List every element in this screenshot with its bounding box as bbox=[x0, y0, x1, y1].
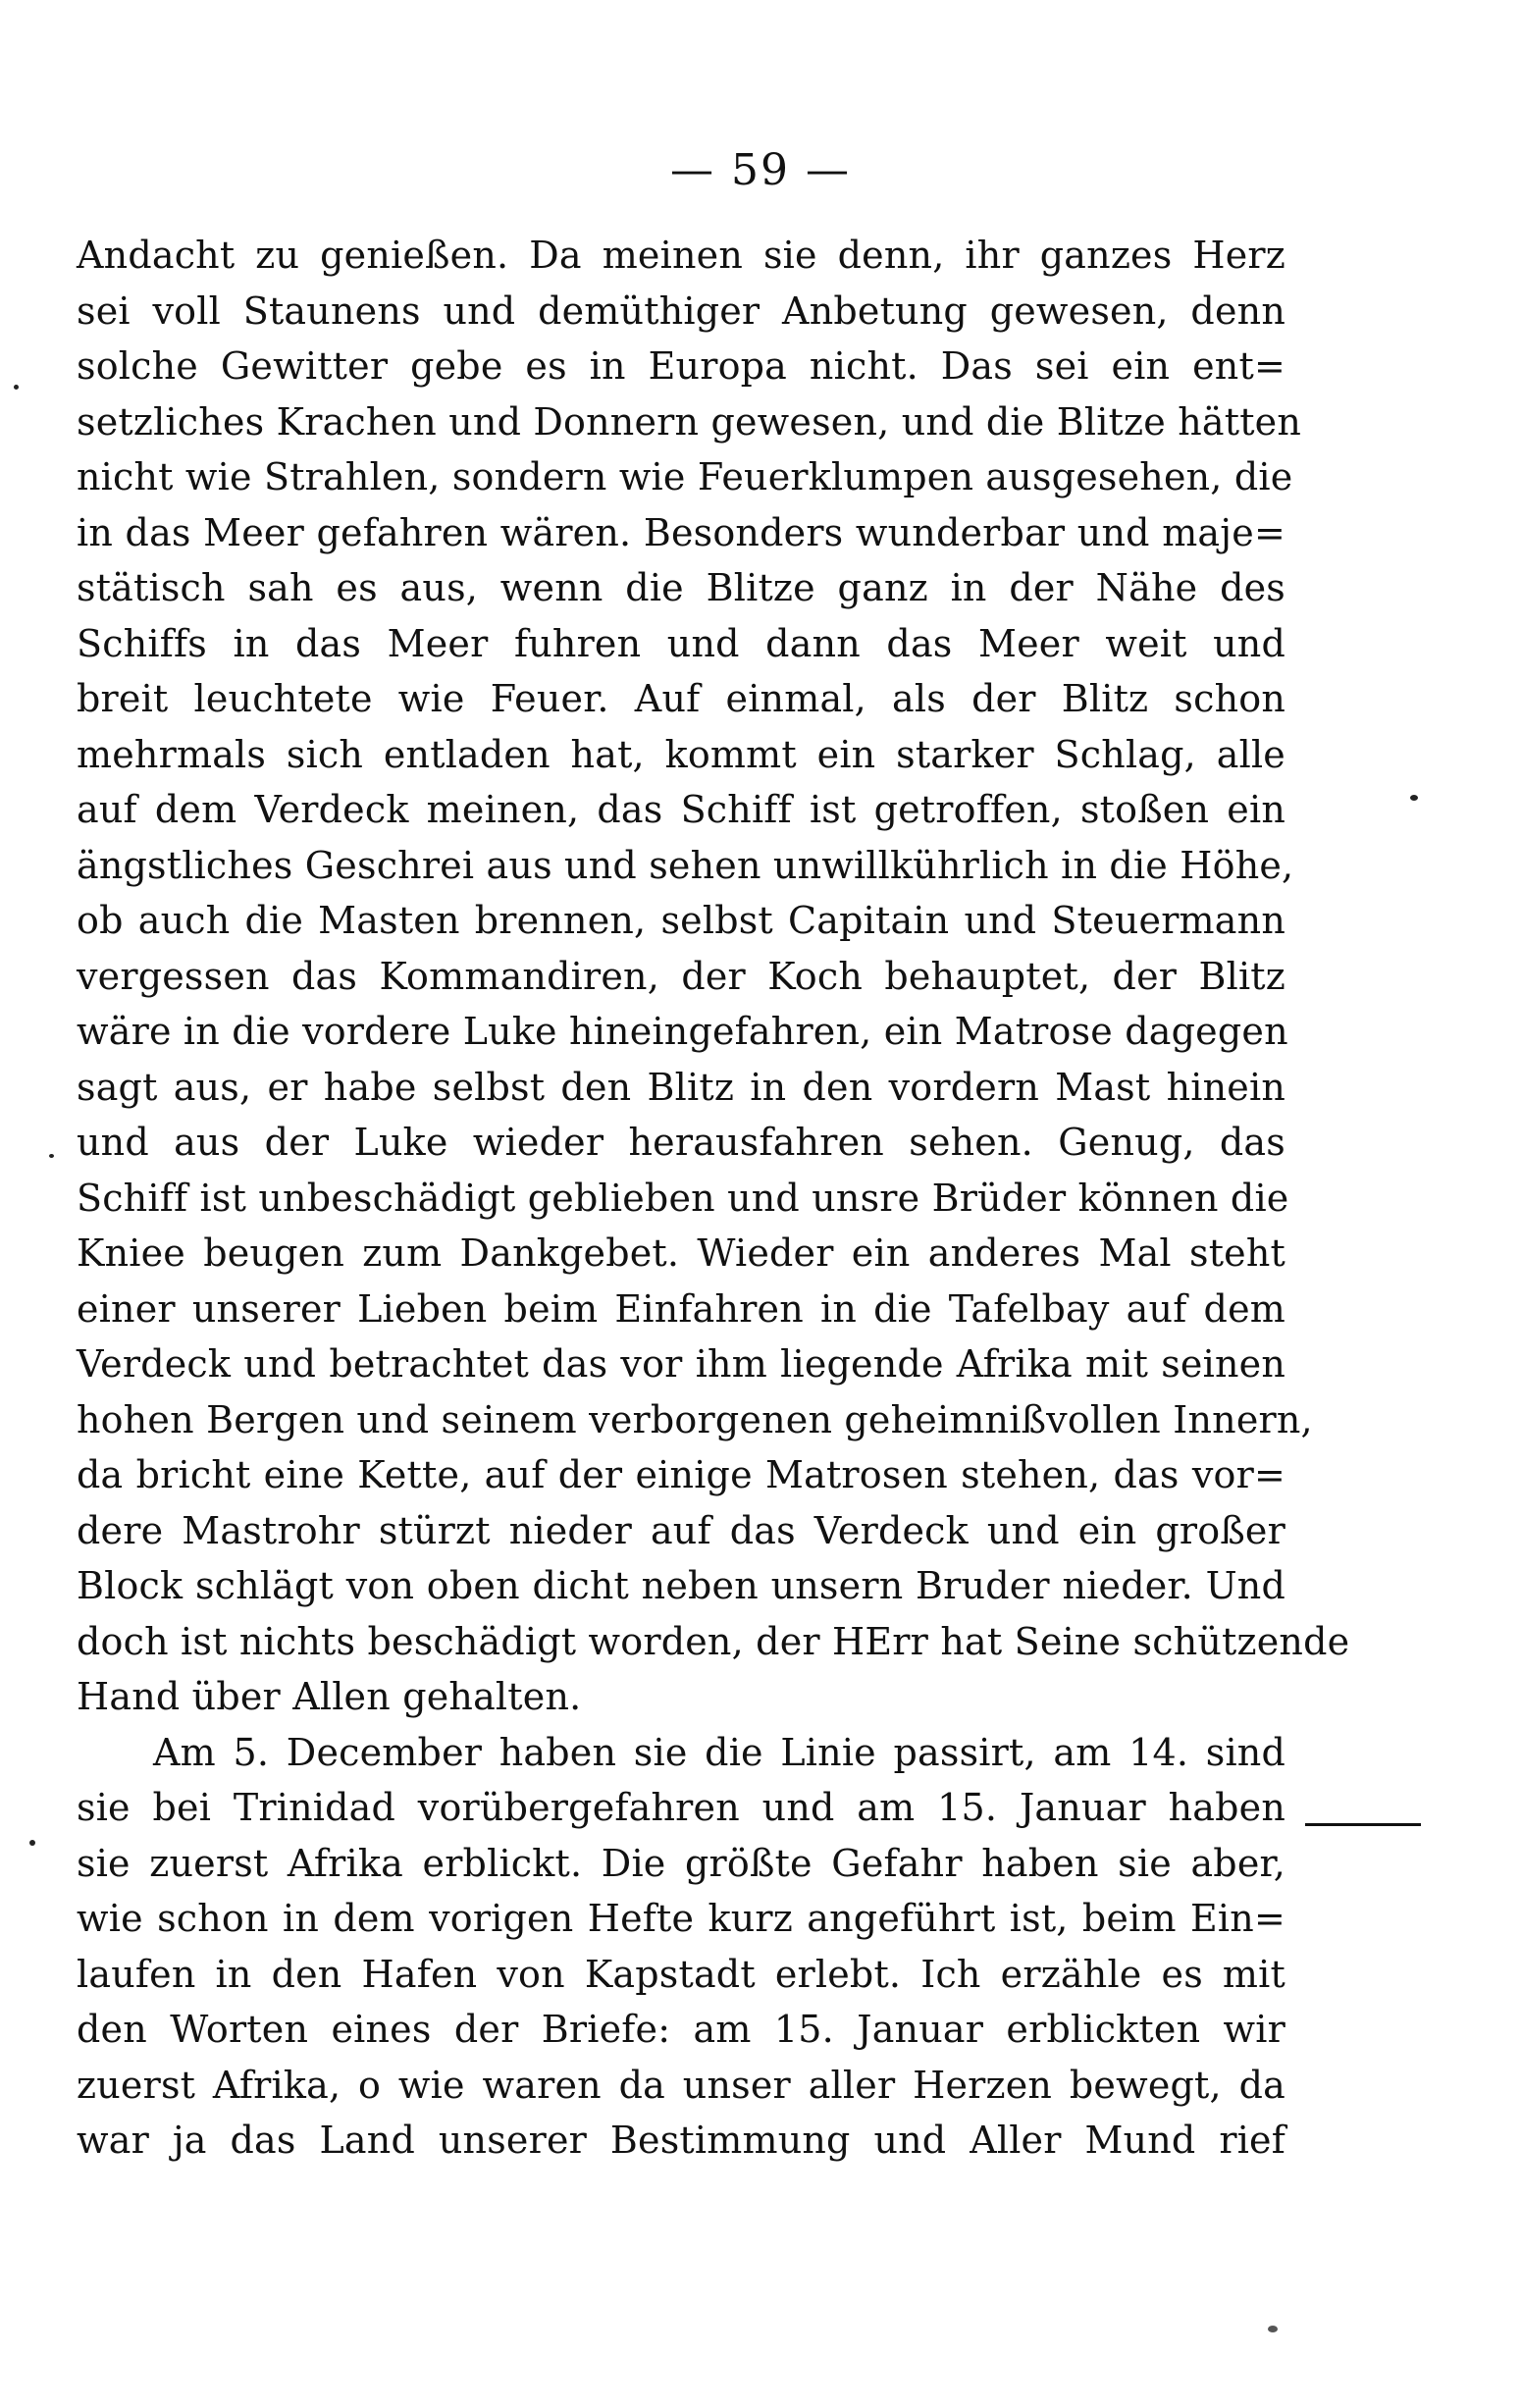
paragraph-end-line: Hand über Allen gehalten. bbox=[77, 1675, 582, 1718]
text-line: in das Meer gefahren wären. Besonders wunderbar und maje= bbox=[77, 510, 1285, 554]
ink-speck bbox=[1410, 795, 1418, 801]
text-line: Kniee beugen zum Dankgebet. Wieder ein anderes Mal steht bbox=[77, 1231, 1285, 1275]
text-line: ängstliches Geschrei aus und sehen unwillkührlich in die Höhe, bbox=[77, 843, 1294, 887]
text-line: einer unserer Lieben beim Einfahren in die Tafelbay auf dem bbox=[77, 1286, 1285, 1331]
text-line: wie schon in dem vorigen Hefte kurz angeführt ist, beim Ein= bbox=[77, 1897, 1285, 1940]
ink-speck bbox=[29, 1840, 35, 1846]
page-number: — 59 — bbox=[670, 145, 851, 195]
ink-speck bbox=[49, 1154, 54, 1158]
text-line: sei voll Staunens und demüthiger Anbetung gewesen, denn bbox=[77, 288, 1285, 333]
text-line: mehrmals sich entladen hat, kommt ein starker Schlag, alle bbox=[77, 732, 1285, 776]
text-line: dere Mastrohr stürzt nieder auf das Verdeck und ein großer bbox=[77, 1508, 1285, 1552]
text-line: stätisch sah es aus, wenn die Blitze ganz in der Nähe des bbox=[77, 566, 1285, 609]
text-line: den Worten eines der Briefe: am 15. Januar erblickten wir bbox=[77, 2008, 1285, 2051]
text-line: sie bei Trinidad vorübergefahren und am 15. Januar haben bbox=[77, 1786, 1285, 1829]
text-line: sie zuerst Afrika erblickt. Die größte Gefahr haben sie aber, bbox=[77, 1841, 1285, 1885]
text-line: da bricht eine Kette, auf der einige Matrosen stehen, das vor= bbox=[77, 1453, 1285, 1496]
text-line: auf dem Verdeck meinen, das Schiff ist getroffen, stoßen ein bbox=[77, 788, 1285, 831]
text-line: war ja das Land unserer Bestimmung und Aller Mund rief bbox=[77, 2119, 1285, 2162]
text-line: doch ist nichts beschädigt worden, der HErr hat Seine schützende bbox=[77, 1619, 1350, 1663]
text-line: solche Gewitter gebe es in Europa nicht. Das sei ein ent= bbox=[77, 344, 1285, 388]
text-line: wäre in die vordere Luke hineingefahren, ein Matrose dagegen bbox=[77, 1010, 1288, 1053]
text-line: Verdeck und betrachtet das vor ihm liegende Afrika mit seinen bbox=[77, 1342, 1285, 1386]
ink-speck bbox=[1268, 2326, 1278, 2332]
text-line: Schiff ist unbeschädigt geblieben und unsre Brüder können die bbox=[77, 1176, 1289, 1220]
text-line: vergessen das Kommandiren, der Koch behauptet, der Blitz bbox=[77, 954, 1285, 998]
text-line: Block schlägt von oben dicht neben unsern Bruder nieder. Und bbox=[77, 1564, 1285, 1607]
text-line: hohen Bergen und seinem verborgenen geheimnißvollen Innern, bbox=[77, 1397, 1313, 1441]
text-line: nicht wie Strahlen, sondern wie Feuerklumpen ausgesehen, die bbox=[77, 455, 1293, 498]
text-line: ob auch die Masten brennen, selbst Capitain und Steuermann bbox=[77, 899, 1285, 942]
text-line: sagt aus, er habe selbst den Blitz in den vordern Mast hinein bbox=[77, 1065, 1285, 1109]
text-line: breit leuchtete wie Feuer. Auf einmal, als der Blitz schon bbox=[77, 677, 1285, 720]
text-line: und aus der Luke wieder herausfahren sehen. Genug, das bbox=[77, 1121, 1285, 1164]
text-line: laufen in den Hafen von Kapstadt erlebt. Ich erzähle es mit bbox=[77, 1952, 1285, 1996]
text-line: setzliches Krachen und Donnern gewesen, und die Blitze hätten bbox=[77, 399, 1302, 444]
ink-speck bbox=[14, 385, 19, 390]
text-line: Schiffs in das Meer fuhren und dann das Meer weit und bbox=[77, 621, 1285, 665]
text-line: zuerst Afrika, o wie waren da unser aller Herzen bewegt, da bbox=[77, 2063, 1285, 2107]
paragraph-start-line: Am 5. December haben sie die Linie passirt, am 14. sind bbox=[153, 1730, 1285, 1774]
body-text bbox=[77, 228, 1350, 2169]
text-line: Andacht zu genießen. Da meinen sie denn, ihr ganzes Herz bbox=[77, 234, 1285, 277]
margin-rule bbox=[1305, 1823, 1421, 1826]
